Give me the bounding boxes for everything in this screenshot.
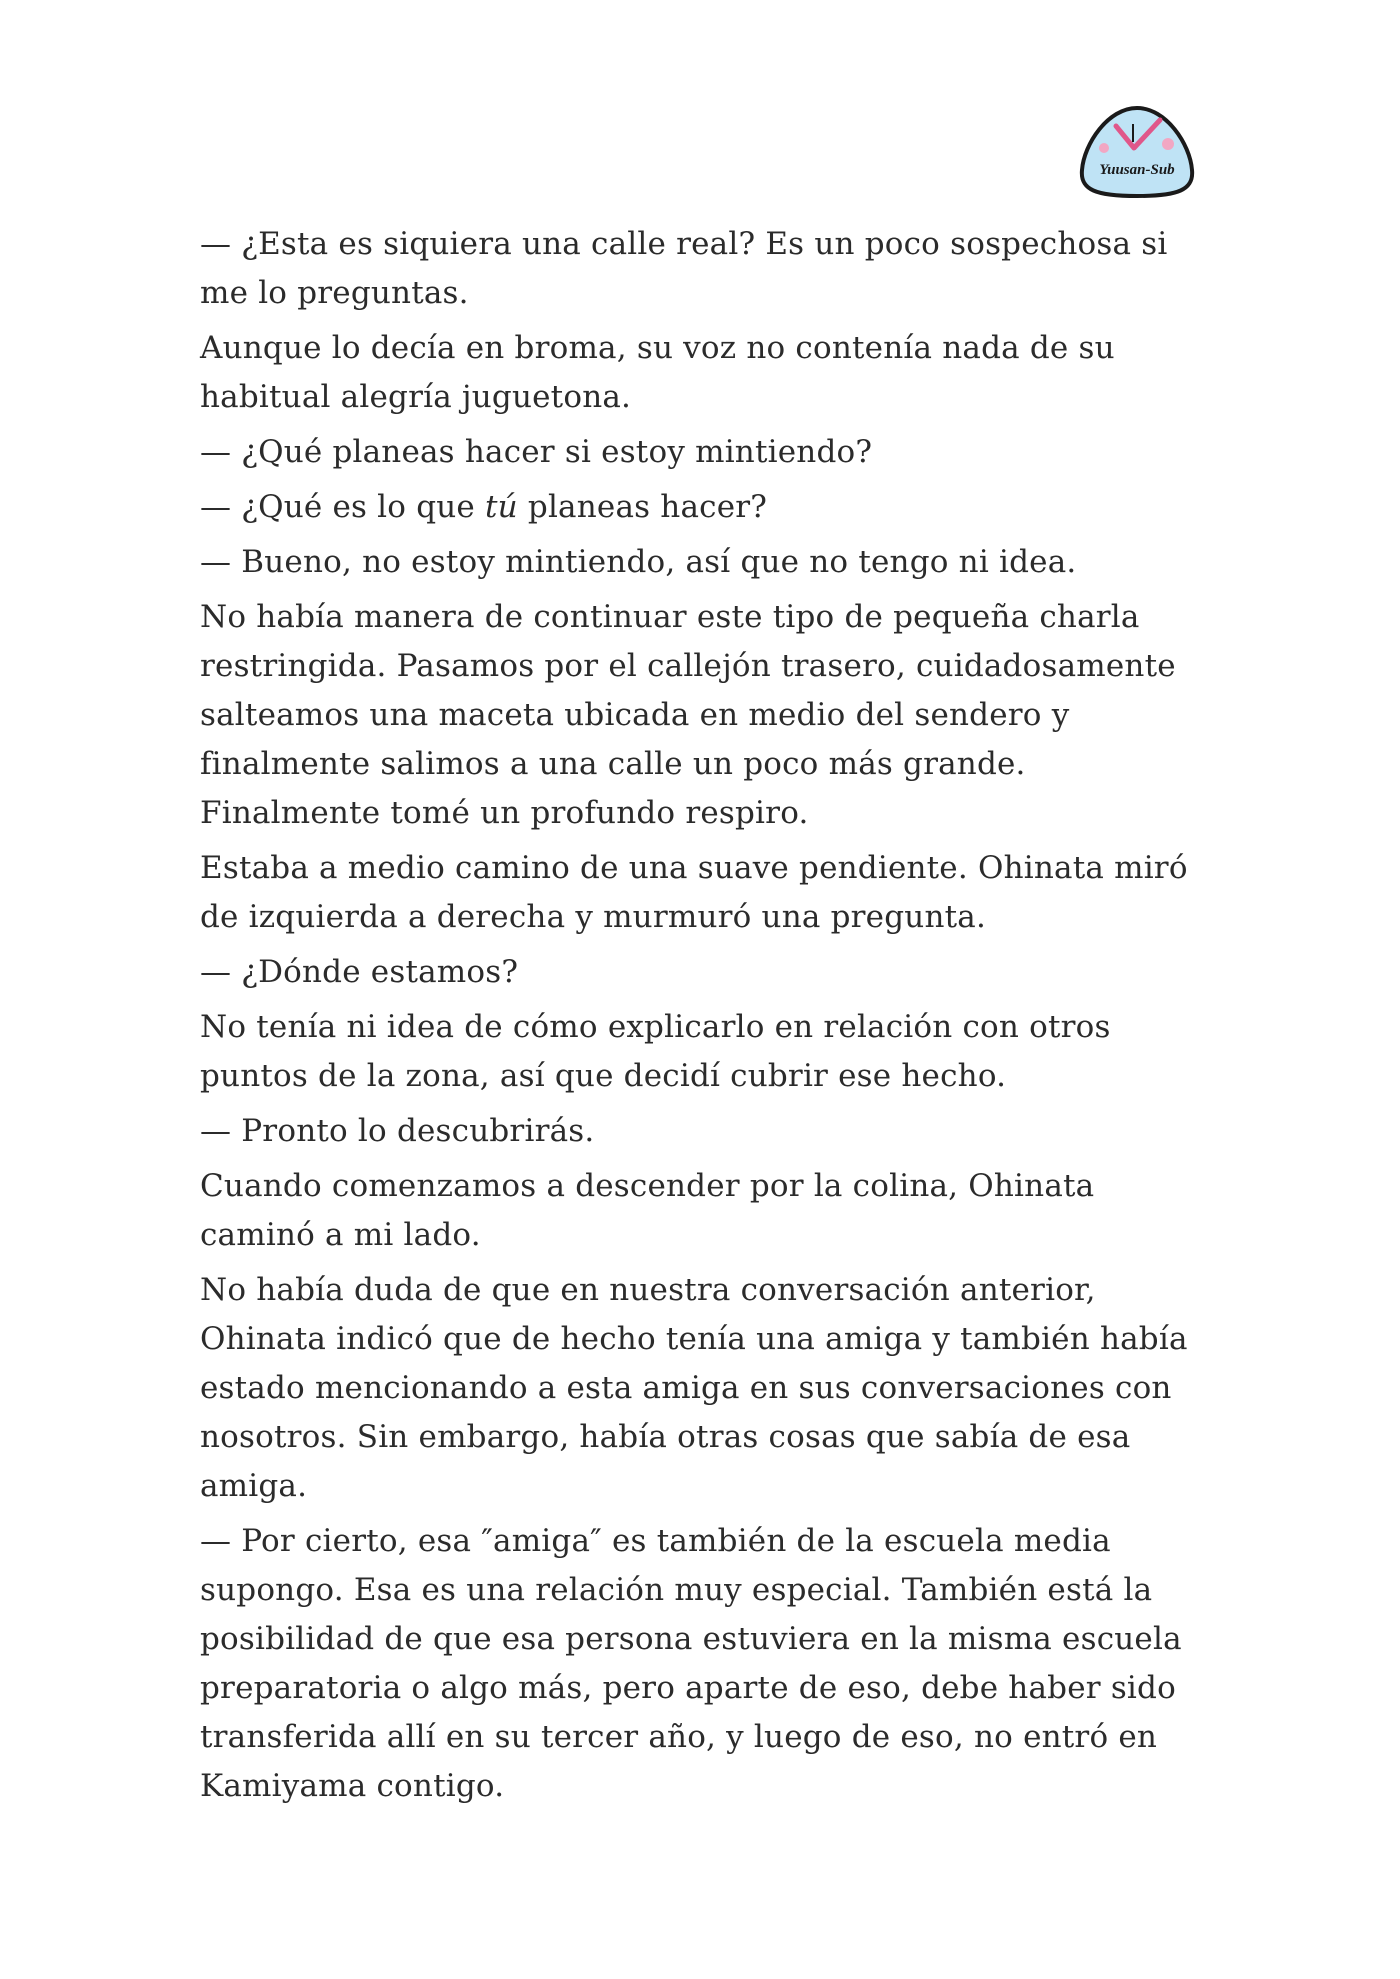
paragraph: — Por cierto, esa ″amiga″ es también de la escuela media supongo. Esa es una relación muy especial. También está la posibilidad de que esa persona estuviera en la misma escuela preparatoria o algo más, pero aparte de eso, debe haber sido transferida allí en su tercer año, y luego de eso, no entró en Kamiyama contigo. [200, 1523, 1182, 1804]
paragraph: — ¿Esta es siquiera una calle real? Es un poco sospechosa si me lo preguntas. [200, 226, 1168, 311]
paragraph: Estaba a medio camino de una suave pendiente. Ohinata miró de izquierda a derecha y murmuró una pregunta. [200, 850, 1188, 935]
paragraph: Cuando comenzamos a descender por la colina, Ohinata caminó a mi lado. [200, 1168, 1095, 1253]
emphasized-word: tú [485, 489, 518, 525]
paragraph: Aunque lo decía en broma, su voz no contenía nada de su habitual alegría juguetona. [200, 330, 1115, 415]
paragraph: No tenía ni idea de cómo explicarlo en relación con otros puntos de la zona, así que decidí cubrir ese hecho. [200, 1009, 1111, 1094]
teardrop-logo-icon [1078, 104, 1196, 200]
logo-text: Yuusan-Sub [1099, 162, 1175, 178]
paragraph: — ¿Dónde estamos? [200, 954, 519, 990]
paragraph [200, 483, 1210, 532]
paragraph-text: planeas hacer? [517, 489, 768, 525]
paragraph: — ¿Qué planeas hacer si estoy mintiendo? [200, 434, 873, 470]
novel-page-body [200, 220, 1210, 1817]
paragraph: No había manera de continuar este tipo de pequeña charla restringida. Pasamos por el callejón trasero, cuidadosamente salteamos una maceta ubicada en medio del sendero y finalmente salimos a una calle un poco más grande. Finalmente tomé un profundo respiro. [200, 599, 1176, 831]
paragraph: No había duda de que en nuestra conversación anterior, Ohinata indicó que de hecho tenía una amiga y también había estado mencionando a esta amiga en sus conversaciones con nosotros. Sin embargo, había otras cosas que sabía de esa amiga. [200, 1272, 1188, 1504]
paragraph: — Bueno, no estoy mintiendo, así que no tengo ni idea. [200, 544, 1077, 580]
paragraph-text: — ¿Qué es lo que [200, 489, 486, 525]
paragraph: — Pronto lo descubrirás. [200, 1113, 595, 1149]
translator-logo [1078, 104, 1196, 200]
